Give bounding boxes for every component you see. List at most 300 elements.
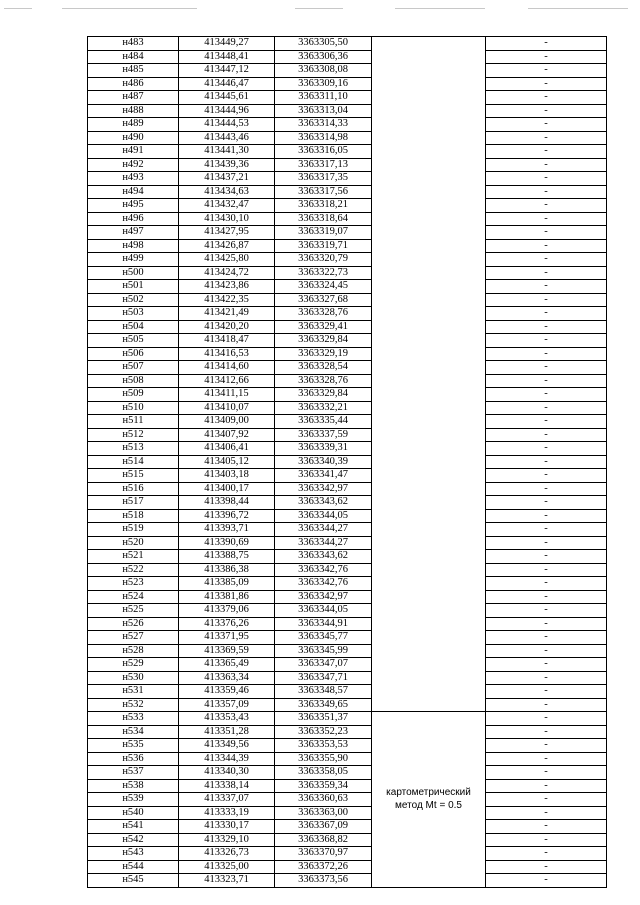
accuracy-value: - — [486, 577, 607, 591]
point-name: н498 — [88, 239, 179, 253]
table-row — [88, 442, 607, 456]
accuracy-value: - — [486, 496, 607, 510]
table-row — [88, 64, 607, 78]
x-coordinate: 413437,21 — [179, 172, 275, 186]
accuracy-value: - — [486, 793, 607, 807]
y-coordinate: 3363328,76 — [275, 307, 372, 321]
x-coordinate: 413444,96 — [179, 104, 275, 118]
x-coordinate: 413353,43 — [179, 712, 275, 726]
x-coordinate: 413411,15 — [179, 388, 275, 402]
table-row — [88, 280, 607, 294]
accuracy-value: - — [486, 509, 607, 523]
y-coordinate: 3363368,82 — [275, 833, 372, 847]
x-coordinate: 413359,46 — [179, 685, 275, 699]
accuracy-value: - — [486, 239, 607, 253]
y-coordinate: 3363349,65 — [275, 698, 372, 712]
y-coordinate: 3363344,91 — [275, 617, 372, 631]
accuracy-value: - — [486, 199, 607, 213]
table-row — [88, 631, 607, 645]
y-coordinate: 3363367,09 — [275, 820, 372, 834]
accuracy-value: - — [486, 253, 607, 267]
y-coordinate: 3363332,21 — [275, 401, 372, 415]
y-coordinate: 3363337,59 — [275, 428, 372, 442]
point-name: н504 — [88, 320, 179, 334]
y-coordinate: 3363329,19 — [275, 347, 372, 361]
table-row — [88, 469, 607, 483]
x-coordinate: 413446,47 — [179, 77, 275, 91]
x-coordinate: 413414,60 — [179, 361, 275, 375]
table-row — [88, 509, 607, 523]
point-name: н535 — [88, 739, 179, 753]
point-name: н532 — [88, 698, 179, 712]
table-row — [88, 698, 607, 712]
y-coordinate: 3363342,97 — [275, 590, 372, 604]
accuracy-value: - — [486, 604, 607, 618]
point-name: н518 — [88, 509, 179, 523]
point-name: н515 — [88, 469, 179, 483]
point-name: н542 — [88, 833, 179, 847]
y-coordinate: 3363347,07 — [275, 658, 372, 672]
y-coordinate: 3363328,54 — [275, 361, 372, 375]
accuracy-value: - — [486, 671, 607, 685]
table-row — [88, 172, 607, 186]
x-coordinate: 413418,47 — [179, 334, 275, 348]
x-coordinate: 413422,35 — [179, 293, 275, 307]
point-name: н483 — [88, 37, 179, 51]
point-name: н538 — [88, 779, 179, 793]
x-coordinate: 413405,12 — [179, 455, 275, 469]
accuracy-value: - — [486, 172, 607, 186]
y-coordinate: 3363344,27 — [275, 536, 372, 550]
accuracy-value: - — [486, 145, 607, 159]
x-coordinate: 413338,14 — [179, 779, 275, 793]
accuracy-value: - — [486, 50, 607, 64]
x-coordinate: 413323,71 — [179, 874, 275, 888]
x-coordinate: 413423,86 — [179, 280, 275, 294]
y-coordinate: 3363351,37 — [275, 712, 372, 726]
accuracy-value: - — [486, 685, 607, 699]
y-coordinate: 3363320,79 — [275, 253, 372, 267]
y-coordinate: 3363359,34 — [275, 779, 372, 793]
point-name: н519 — [88, 523, 179, 537]
accuracy-value: - — [486, 455, 607, 469]
accuracy-value: - — [486, 752, 607, 766]
table-row — [88, 482, 607, 496]
method-cell-empty — [372, 37, 486, 712]
table-row — [88, 307, 607, 321]
table-row — [88, 293, 607, 307]
table-row — [88, 496, 607, 510]
x-coordinate: 413330,17 — [179, 820, 275, 834]
point-name: н543 — [88, 847, 179, 861]
point-name: н502 — [88, 293, 179, 307]
table-row — [88, 550, 607, 564]
x-coordinate: 413329,10 — [179, 833, 275, 847]
y-coordinate: 3363342,76 — [275, 563, 372, 577]
y-coordinate: 3363372,26 — [275, 860, 372, 874]
y-coordinate: 3363352,23 — [275, 725, 372, 739]
x-coordinate: 413434,63 — [179, 185, 275, 199]
accuracy-value: - — [486, 401, 607, 415]
x-coordinate: 413416,53 — [179, 347, 275, 361]
y-coordinate: 3363317,13 — [275, 158, 372, 172]
point-name: н486 — [88, 77, 179, 91]
accuracy-value: - — [486, 725, 607, 739]
x-coordinate: 413393,71 — [179, 523, 275, 537]
accuracy-value: - — [486, 779, 607, 793]
point-name: н496 — [88, 212, 179, 226]
x-coordinate: 413385,09 — [179, 577, 275, 591]
y-coordinate: 3363341,47 — [275, 469, 372, 483]
point-name: н487 — [88, 91, 179, 105]
accuracy-value: - — [486, 658, 607, 672]
accuracy-value: - — [486, 847, 607, 861]
accuracy-value: - — [486, 415, 607, 429]
accuracy-value: - — [486, 563, 607, 577]
accuracy-value: - — [486, 91, 607, 105]
accuracy-value: - — [486, 482, 607, 496]
y-coordinate: 3363317,56 — [275, 185, 372, 199]
point-name: н525 — [88, 604, 179, 618]
accuracy-value: - — [486, 617, 607, 631]
accuracy-value: - — [486, 469, 607, 483]
accuracy-value: - — [486, 536, 607, 550]
y-coordinate: 3363313,04 — [275, 104, 372, 118]
x-coordinate: 413388,75 — [179, 550, 275, 564]
accuracy-value: - — [486, 131, 607, 145]
accuracy-value: - — [486, 712, 607, 726]
table-row — [88, 847, 607, 861]
y-coordinate: 3363360,63 — [275, 793, 372, 807]
point-name: н520 — [88, 536, 179, 550]
accuracy-value: - — [486, 347, 607, 361]
y-coordinate: 3363329,84 — [275, 334, 372, 348]
point-name: н489 — [88, 118, 179, 132]
table-row — [88, 820, 607, 834]
table-row — [88, 226, 607, 240]
x-coordinate: 413337,07 — [179, 793, 275, 807]
accuracy-value: - — [486, 833, 607, 847]
accuracy-value: - — [486, 185, 607, 199]
table-row — [88, 644, 607, 658]
point-name: н514 — [88, 455, 179, 469]
y-coordinate: 3363353,53 — [275, 739, 372, 753]
y-coordinate: 3363318,64 — [275, 212, 372, 226]
y-coordinate: 3363363,00 — [275, 806, 372, 820]
x-coordinate: 413333,19 — [179, 806, 275, 820]
y-coordinate: 3363340,39 — [275, 455, 372, 469]
coordinates-table-body — [88, 37, 607, 888]
accuracy-value: - — [486, 860, 607, 874]
table-row — [88, 50, 607, 64]
y-coordinate: 3363324,45 — [275, 280, 372, 294]
table-row — [88, 374, 607, 388]
y-coordinate: 3363322,73 — [275, 266, 372, 280]
table-row — [88, 185, 607, 199]
point-name: н510 — [88, 401, 179, 415]
table-row — [88, 320, 607, 334]
x-coordinate: 413396,72 — [179, 509, 275, 523]
point-name: н533 — [88, 712, 179, 726]
y-coordinate: 3363318,21 — [275, 199, 372, 213]
point-name: н503 — [88, 307, 179, 321]
table-row — [88, 334, 607, 348]
point-name: н516 — [88, 482, 179, 496]
table-row — [88, 685, 607, 699]
y-coordinate: 3363342,97 — [275, 482, 372, 496]
x-coordinate: 413427,95 — [179, 226, 275, 240]
table-row — [88, 104, 607, 118]
point-name: н491 — [88, 145, 179, 159]
x-coordinate: 413344,39 — [179, 752, 275, 766]
y-coordinate: 3363316,05 — [275, 145, 372, 159]
accuracy-value: - — [486, 766, 607, 780]
x-coordinate: 413426,87 — [179, 239, 275, 253]
table-row — [88, 752, 607, 766]
table-row — [88, 523, 607, 537]
y-coordinate: 3363319,71 — [275, 239, 372, 253]
accuracy-value: - — [486, 820, 607, 834]
y-coordinate: 3363306,36 — [275, 50, 372, 64]
y-coordinate: 3363329,41 — [275, 320, 372, 334]
point-name: н511 — [88, 415, 179, 429]
accuracy-value: - — [486, 523, 607, 537]
table-row — [88, 779, 607, 793]
point-name: н531 — [88, 685, 179, 699]
accuracy-value: - — [486, 77, 607, 91]
scan-artifact-top — [0, 6, 640, 12]
point-name: н484 — [88, 50, 179, 64]
point-name: н497 — [88, 226, 179, 240]
x-coordinate: 413325,00 — [179, 860, 275, 874]
table-row — [88, 563, 607, 577]
accuracy-value: - — [486, 104, 607, 118]
point-name: н521 — [88, 550, 179, 564]
point-name: н512 — [88, 428, 179, 442]
table-row — [88, 671, 607, 685]
accuracy-value: - — [486, 158, 607, 172]
table-row — [88, 401, 607, 415]
y-coordinate: 3363305,50 — [275, 37, 372, 51]
table-row — [88, 145, 607, 159]
y-coordinate: 3363308,08 — [275, 64, 372, 78]
point-name: н517 — [88, 496, 179, 510]
accuracy-value: - — [486, 739, 607, 753]
x-coordinate: 413443,46 — [179, 131, 275, 145]
table-row — [88, 604, 607, 618]
point-name: н493 — [88, 172, 179, 186]
y-coordinate: 3363343,62 — [275, 550, 372, 564]
point-name: н509 — [88, 388, 179, 402]
point-name: н537 — [88, 766, 179, 780]
y-coordinate: 3363343,62 — [275, 496, 372, 510]
table-row — [88, 536, 607, 550]
point-name: н544 — [88, 860, 179, 874]
table-row — [88, 212, 607, 226]
method-note-line2: метод Mt = 0.5 — [395, 800, 462, 812]
x-coordinate: 413425,80 — [179, 253, 275, 267]
x-coordinate: 413410,07 — [179, 401, 275, 415]
x-coordinate: 413406,41 — [179, 442, 275, 456]
accuracy-value: - — [486, 874, 607, 888]
point-name: н524 — [88, 590, 179, 604]
y-coordinate: 3363314,33 — [275, 118, 372, 132]
accuracy-value: - — [486, 361, 607, 375]
accuracy-value: - — [486, 550, 607, 564]
accuracy-value: - — [486, 307, 607, 321]
table-row — [88, 253, 607, 267]
x-coordinate: 413447,12 — [179, 64, 275, 78]
x-coordinate: 413351,28 — [179, 725, 275, 739]
x-coordinate: 413357,09 — [179, 698, 275, 712]
y-coordinate: 3363344,05 — [275, 509, 372, 523]
accuracy-value: - — [486, 266, 607, 280]
x-coordinate: 413369,59 — [179, 644, 275, 658]
point-name: н505 — [88, 334, 179, 348]
x-coordinate: 413439,36 — [179, 158, 275, 172]
y-coordinate: 3363328,76 — [275, 374, 372, 388]
table-row — [88, 617, 607, 631]
x-coordinate: 413365,49 — [179, 658, 275, 672]
accuracy-value: - — [486, 293, 607, 307]
y-coordinate: 3363344,27 — [275, 523, 372, 537]
x-coordinate: 413407,92 — [179, 428, 275, 442]
accuracy-value: - — [486, 590, 607, 604]
x-coordinate: 413386,38 — [179, 563, 275, 577]
point-name: н513 — [88, 442, 179, 456]
y-coordinate: 3363355,90 — [275, 752, 372, 766]
table-row — [88, 266, 607, 280]
table-row — [88, 77, 607, 91]
y-coordinate: 3363373,56 — [275, 874, 372, 888]
x-coordinate: 413444,53 — [179, 118, 275, 132]
x-coordinate: 413409,00 — [179, 415, 275, 429]
accuracy-value: - — [486, 374, 607, 388]
accuracy-value: - — [486, 631, 607, 645]
table-row — [88, 239, 607, 253]
table-row — [88, 860, 607, 874]
y-coordinate: 3363370,97 — [275, 847, 372, 861]
accuracy-value: - — [486, 388, 607, 402]
y-coordinate: 3363317,35 — [275, 172, 372, 186]
x-coordinate: 413326,73 — [179, 847, 275, 861]
x-coordinate: 413390,69 — [179, 536, 275, 550]
point-name: н526 — [88, 617, 179, 631]
y-coordinate: 3363345,77 — [275, 631, 372, 645]
point-name: н529 — [88, 658, 179, 672]
point-name: н500 — [88, 266, 179, 280]
x-coordinate: 413363,34 — [179, 671, 275, 685]
table-row — [88, 874, 607, 888]
table-row — [88, 725, 607, 739]
table-row — [88, 91, 607, 105]
x-coordinate: 413371,95 — [179, 631, 275, 645]
table-row — [88, 806, 607, 820]
point-name: н488 — [88, 104, 179, 118]
table-row — [88, 658, 607, 672]
table-row — [88, 712, 607, 726]
point-name: н492 — [88, 158, 179, 172]
point-name: н523 — [88, 577, 179, 591]
accuracy-value: - — [486, 118, 607, 132]
x-coordinate: 413449,27 — [179, 37, 275, 51]
y-coordinate: 3363314,98 — [275, 131, 372, 145]
point-name: н540 — [88, 806, 179, 820]
x-coordinate: 413412,66 — [179, 374, 275, 388]
table-row — [88, 131, 607, 145]
point-name: н495 — [88, 199, 179, 213]
accuracy-value: - — [486, 64, 607, 78]
x-coordinate: 413349,56 — [179, 739, 275, 753]
x-coordinate: 413424,72 — [179, 266, 275, 280]
x-coordinate: 413403,18 — [179, 469, 275, 483]
accuracy-value: - — [486, 442, 607, 456]
table-row — [88, 428, 607, 442]
x-coordinate: 413376,26 — [179, 617, 275, 631]
point-name: н530 — [88, 671, 179, 685]
table-row — [88, 415, 607, 429]
point-name: н490 — [88, 131, 179, 145]
method-cell — [372, 712, 486, 888]
table-row — [88, 766, 607, 780]
point-name: н545 — [88, 874, 179, 888]
accuracy-value: - — [486, 320, 607, 334]
x-coordinate: 413421,49 — [179, 307, 275, 321]
point-name: н507 — [88, 361, 179, 375]
point-name: н506 — [88, 347, 179, 361]
y-coordinate: 3363329,84 — [275, 388, 372, 402]
table-row — [88, 158, 607, 172]
x-coordinate: 413381,86 — [179, 590, 275, 604]
x-coordinate: 413340,30 — [179, 766, 275, 780]
x-coordinate: 413441,30 — [179, 145, 275, 159]
y-coordinate: 3363348,57 — [275, 685, 372, 699]
table-row — [88, 590, 607, 604]
point-name: н539 — [88, 793, 179, 807]
accuracy-value: - — [486, 212, 607, 226]
table-row — [88, 199, 607, 213]
y-coordinate: 3363345,99 — [275, 644, 372, 658]
accuracy-value: - — [486, 280, 607, 294]
method-note-line1: картометрический — [386, 787, 471, 799]
x-coordinate: 413398,44 — [179, 496, 275, 510]
accuracy-value: - — [486, 334, 607, 348]
x-coordinate: 413445,61 — [179, 91, 275, 105]
point-name: н508 — [88, 374, 179, 388]
y-coordinate: 3363347,71 — [275, 671, 372, 685]
point-name: н527 — [88, 631, 179, 645]
accuracy-value: - — [486, 698, 607, 712]
coordinates-table — [87, 36, 607, 888]
accuracy-value: - — [486, 806, 607, 820]
table-row — [88, 37, 607, 51]
y-coordinate: 3363339,31 — [275, 442, 372, 456]
x-coordinate: 413432,47 — [179, 199, 275, 213]
y-coordinate: 3363335,44 — [275, 415, 372, 429]
x-coordinate: 413448,41 — [179, 50, 275, 64]
point-name: н522 — [88, 563, 179, 577]
table-row — [88, 739, 607, 753]
point-name: н501 — [88, 280, 179, 294]
x-coordinate: 413400,17 — [179, 482, 275, 496]
x-coordinate: 413379,06 — [179, 604, 275, 618]
table-row — [88, 455, 607, 469]
x-coordinate: 413420,20 — [179, 320, 275, 334]
table-row — [88, 347, 607, 361]
table-row — [88, 793, 607, 807]
y-coordinate: 3363319,07 — [275, 226, 372, 240]
table-row — [88, 388, 607, 402]
